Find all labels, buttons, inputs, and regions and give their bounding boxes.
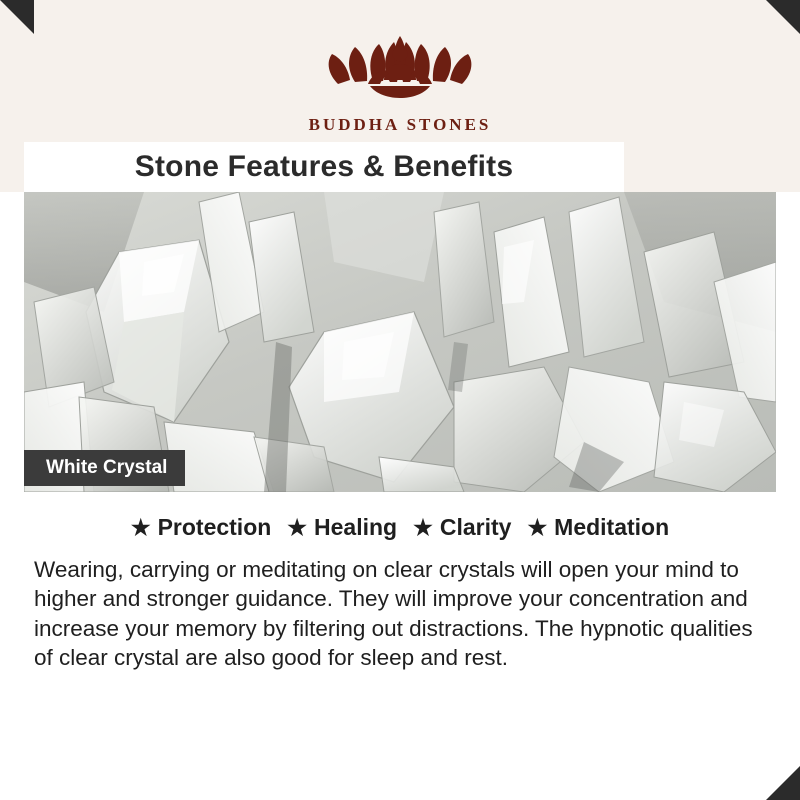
feature-label: Clarity: [439, 514, 512, 540]
lotus-meditation-icon: [0, 18, 800, 111]
header-band: [0, 0, 800, 192]
star-icon: ★: [413, 514, 433, 540]
photo-caption-badge: [24, 450, 185, 486]
photo-caption-text: White Crystal: [46, 457, 168, 478]
feature-item-healing: [287, 514, 397, 541]
description-text: Wearing, carrying or meditating on clear crystals will open your mind to higher and stronger guidance. They will improve your concentration and increase your memory by filtering out distractions. The hypnotic qualities of clear crystal are also good for sleep and rest.: [34, 557, 753, 670]
feature-label: Healing: [314, 514, 398, 540]
feature-item-protection: [131, 514, 271, 541]
white-crystal-cluster-photo: [24, 192, 776, 492]
feature-item-meditation: [527, 514, 669, 541]
corner-accent-bottom-right: [766, 766, 800, 800]
corner-accent-top-right: [766, 0, 800, 34]
feature-item-clarity: [413, 514, 511, 541]
feature-label: Protection: [157, 514, 272, 540]
brand-name: BUDDHA STONES: [308, 115, 492, 134]
page-title: [24, 142, 624, 192]
corner-accent-top-left: [0, 0, 34, 34]
corner-accent-bottom-left: [0, 766, 34, 800]
feature-list: [24, 492, 776, 541]
benefits-panel: [24, 492, 776, 762]
feature-label: Meditation: [554, 514, 670, 540]
page-title-text: Stone Features & Benefits: [134, 150, 514, 183]
brand-logo: [0, 18, 800, 135]
star-icon: ★: [130, 514, 151, 540]
star-icon: ★: [287, 514, 308, 540]
star-icon: ★: [527, 514, 548, 540]
